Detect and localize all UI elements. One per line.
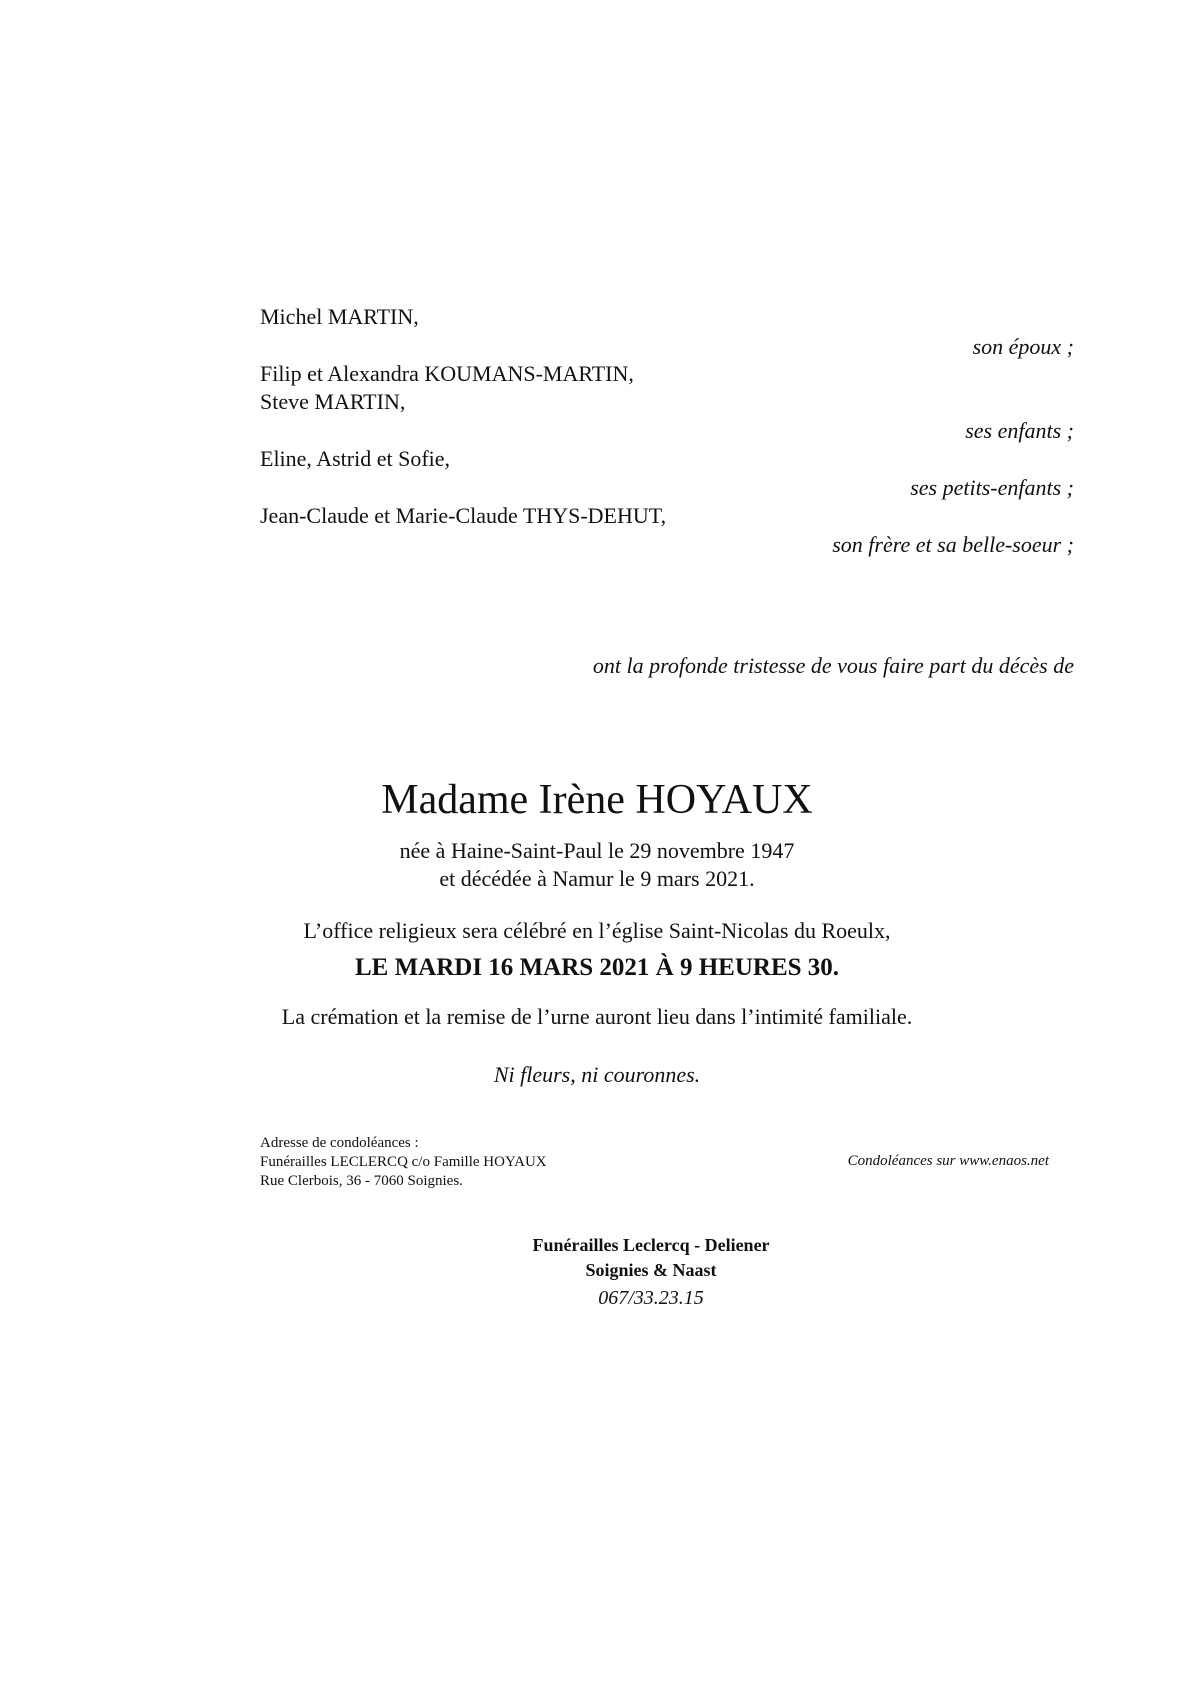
family-member-name: Jean-Claude et Marie-Claude THYS-DEHUT, xyxy=(260,503,667,528)
funeral-home-location: Soignies & Naast xyxy=(585,1260,717,1280)
family-relation-grandchildren: ses petits-enfants ; xyxy=(910,475,1074,500)
death-info: et décédée à Namur le 9 mars 2021. xyxy=(439,866,755,891)
family-member-name: Michel MARTIN, xyxy=(260,304,419,329)
service-place: L’office religieux sera célébré en l’église Saint-Nicolas du Roeulx, xyxy=(303,918,891,943)
service-date: LE MARDI 16 MARS 2021 À 9 HEURES 30. xyxy=(354,954,840,981)
birth-info: née à Haine-Saint-Paul le 29 novembre 1947 xyxy=(399,838,795,863)
family-member-name: Eline, Astrid et Sofie, xyxy=(260,446,451,471)
announcement-text: ont la profonde tristesse de vous faire part du décès de xyxy=(592,653,1074,678)
funeral-home-phone: 067/33.23.15 xyxy=(598,1287,704,1309)
flowers-notice: Ni fleurs, ni couronnes. xyxy=(493,1062,701,1087)
address-line: Rue Clerbois, 36 - 7060 Soignies. xyxy=(260,1173,463,1189)
online-condolences: Condoléances sur www.enaos.net xyxy=(847,1153,1049,1169)
cremation-info: La crémation et la remise de l’urne auront lieu dans l’intimité familiale. xyxy=(281,1004,913,1029)
family-relation-spouse: son époux ; xyxy=(972,334,1074,359)
family-relation-siblings: son frère et sa belle-soeur ; xyxy=(832,532,1074,557)
family-relation-children: ses enfants ; xyxy=(965,418,1074,443)
deceased-name: Madame Irène HOYAUX xyxy=(381,777,813,823)
family-member-name: Filip et Alexandra KOUMANS-MARTIN, xyxy=(260,361,634,386)
family-member-name: Steve MARTIN, xyxy=(260,389,406,414)
address-title: Adresse de condoléances : xyxy=(260,1135,419,1151)
address-line: Funérailles LECLERCQ c/o Famille HOYAUX xyxy=(260,1154,547,1170)
funeral-home-name: Funérailles Leclercq - Deliener xyxy=(532,1235,770,1255)
condolences-address xyxy=(260,1134,547,1191)
